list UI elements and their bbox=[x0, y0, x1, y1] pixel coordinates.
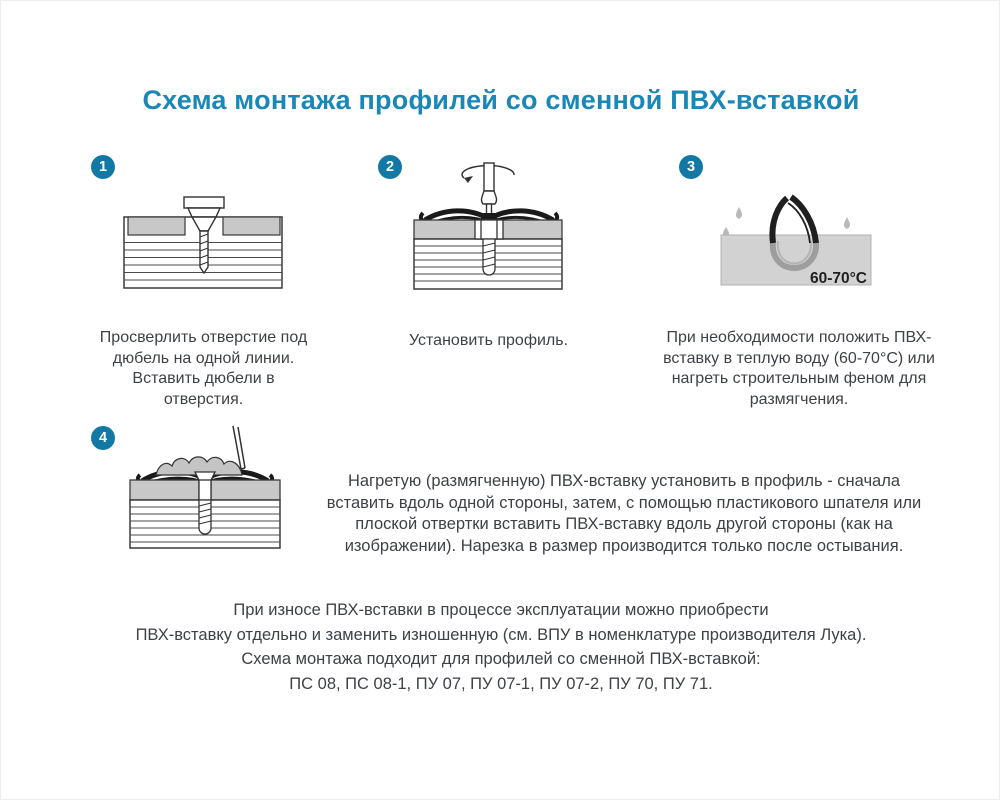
footer-line-2: ПВХ-вставку отдельно и заменить изношенную (см. ВПУ в номенклатуре производителя Лука). bbox=[135, 625, 867, 644]
step-1-badge: 1 bbox=[91, 155, 115, 179]
step-1-caption: Просверлить отверстие под дюбель на одной линии. Вставить дюбели в отверстия. bbox=[99, 329, 308, 408]
step-2-illustration-profile-icon bbox=[405, 157, 571, 293]
step-4-caption: Нагретую (размягченную) ПВХ-вставку установить в профиль - сначала вставить вдоль одной стороны, затем, с помощью пластикового шпателя или плоской отвертки вставить ПВХ-вставку вдоль другой стороны (как на изображении). Нарезка в размер производится только после остывания. bbox=[326, 472, 922, 555]
step-2-badge: 2 bbox=[378, 155, 402, 179]
footer-line-1: При износе ПВХ-вставки в процессе эксплуатации можно приобрести bbox=[233, 601, 769, 619]
page-title: Схема монтажа профилей со сменной ПВХ-вставкой bbox=[142, 85, 860, 115]
step-4-illustration-insert-icon bbox=[117, 425, 297, 571]
screwdriver-icon bbox=[481, 163, 496, 217]
step-3-badge: 3 bbox=[679, 155, 703, 179]
water-droplet-icon bbox=[723, 207, 850, 238]
water-temp-label: 60-70°C bbox=[809, 270, 867, 287]
step-1-illustration-drill-icon bbox=[119, 186, 289, 291]
step-3-caption: При необходимости положить ПВХ-вставку в теплую воду (60-70°C) или нагреть строительным феном для размягчения. bbox=[663, 329, 935, 408]
footer-line-3: Схема монтажа подходит для профилей со сменной ПВХ-вставкой: bbox=[241, 650, 761, 668]
footer-line-4: ПС 08, ПС 08-1, ПУ 07, ПУ 07-1, ПУ 07-2, ПУ 70, ПУ 71. bbox=[289, 674, 713, 693]
step-3-illustration-warm-water-icon bbox=[709, 193, 897, 293]
footer-note bbox=[81, 598, 921, 696]
step-4-badge: 4 bbox=[91, 426, 115, 450]
step-2-caption: Установить профиль. bbox=[408, 332, 569, 349]
